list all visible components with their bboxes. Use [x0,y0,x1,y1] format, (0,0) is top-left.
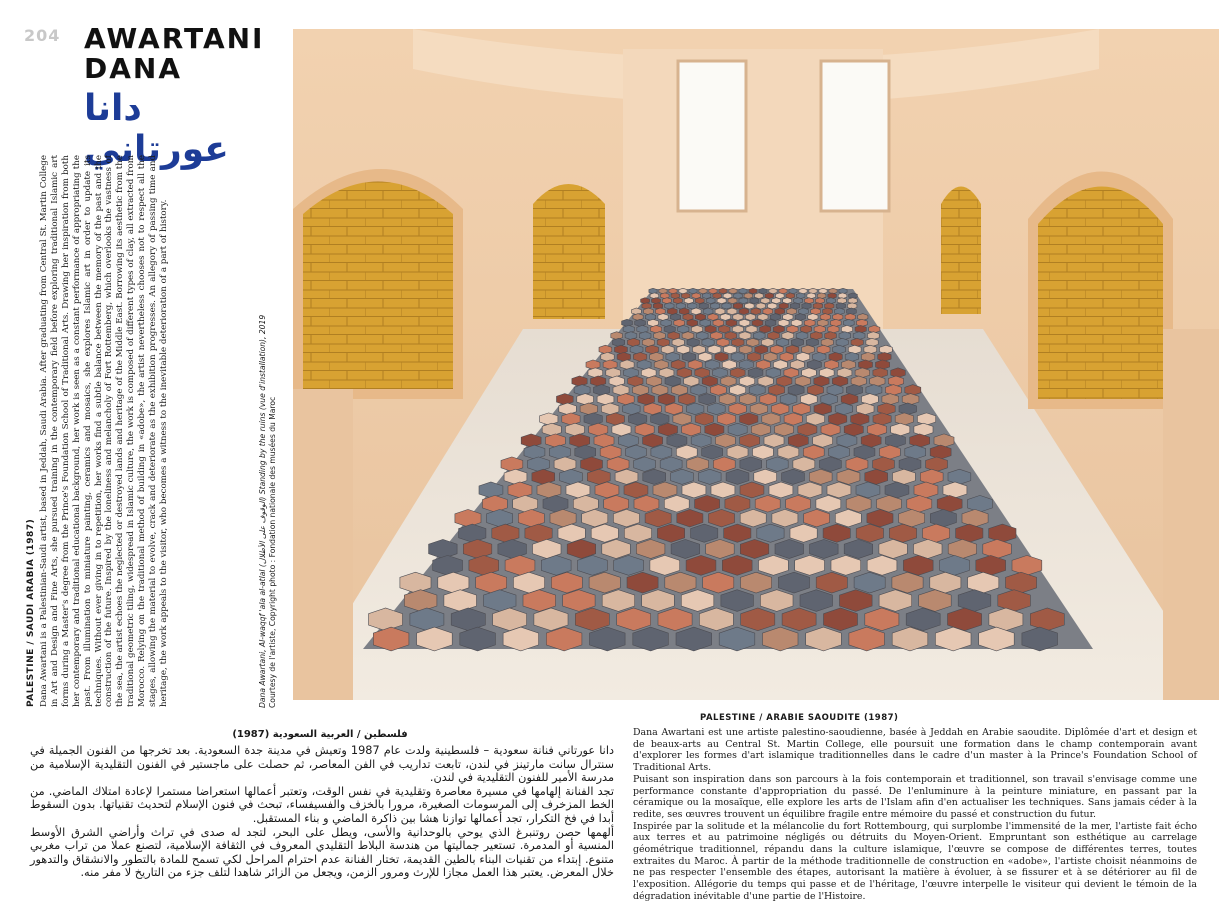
floor-tile [759,288,767,294]
floor-tile [861,352,874,361]
floor-tile [851,338,863,346]
floor-tile [764,352,777,361]
floor-tile [744,293,753,299]
floor-tile [755,345,768,354]
floor-tile [882,394,899,405]
floor-tile [671,385,687,396]
floor-tile [713,368,728,378]
floor-tile [855,368,870,378]
floor-tile [691,325,702,333]
floor-tile [739,345,752,354]
floor-tile [703,308,713,315]
photo-credit-copyright: Courtesy de l'artiste, Copyright photo : Fondation nationale des musées du Maroc [268,396,277,708]
floor-tile [766,368,781,378]
floor-tile [817,293,826,299]
floor-tile [699,352,712,361]
floor-tile [839,332,851,340]
floor-tile [739,360,753,369]
floor-tile [739,319,750,326]
floor-tile [885,385,901,396]
floor-tile [830,319,841,326]
floor-tile [760,394,777,405]
floor-tile [588,368,603,378]
artist-firstname: DANA [84,52,183,85]
floor-tile [776,338,788,346]
floor-tile [715,308,725,315]
floor-tile [747,352,760,361]
floor-tile [773,325,784,333]
floor-tile [758,376,773,386]
floor-tile [710,303,719,309]
floor-tile [700,319,711,326]
floor-tile [679,394,696,405]
floor-tile [855,325,866,333]
floor-tile [770,345,783,354]
floor-tile [720,314,730,321]
floor-tile [721,376,736,386]
floor-tile [739,308,749,315]
french-paragraph: Dana Awartani est une artiste palestino-saoudienne, basée à Jeddah en Arabie saoudite. Diplômée d'art et design et de beaux-arts au Central St. Martin College, elle poursuit une formation dans le champ contemporain avant d'explorer les formes d'art islamique traditionnelles dans le cadre d'un master à la Prince's Foundation School of Traditional Arts. [633,727,1197,774]
floor-tile [845,314,855,321]
floor-tile [557,394,574,405]
floor-tile [739,298,748,304]
floor-tile [760,325,771,333]
floor-tile [752,319,763,326]
floor-tile [870,376,885,386]
floor-tile [671,360,685,369]
floor-tile [695,368,710,378]
floor-tile [599,345,612,354]
floor-tile [835,308,845,315]
floor-tile [724,345,737,354]
floor-tile [633,314,643,321]
floor-tile [622,319,633,326]
floor-tile [719,288,727,294]
floor-tile [801,394,818,405]
floor-tile [650,293,659,299]
floor-tile [611,332,623,340]
floor-tile [708,314,718,321]
floor-tile [748,368,763,378]
floor-tile [747,338,759,346]
floor-tile [652,298,661,304]
floor-tile [642,303,651,309]
floor-tile [710,385,726,396]
floor-tile [905,385,921,396]
floor-tile [696,332,708,340]
floor-tile [750,298,759,304]
floor-tile [572,376,587,386]
floor-tile [625,332,637,340]
floor-tile [751,308,761,315]
floor-tile [866,338,878,346]
floor-tile [658,394,675,405]
floor-tile [888,376,903,386]
floor-tile [868,332,880,340]
installation-photo [293,29,1219,700]
floor-tile [790,360,804,369]
floor-tile [866,385,882,396]
floor-tile [780,352,793,361]
floor-tile [687,319,698,326]
floor-tile [739,376,754,386]
page-number: 204 [24,26,61,45]
floor-tile [815,298,824,304]
floor-tile [702,376,717,386]
floor-tile [782,332,794,340]
floor-tile [729,288,737,294]
floor-tile [717,338,729,346]
floor-tile [784,368,799,378]
floor-tile [649,288,657,294]
floor-tile [574,385,590,396]
floor-tile [723,293,732,299]
floor-tile [825,303,834,309]
artist-surname: AWARTANI [84,22,265,55]
floor-tile [682,352,695,361]
floor-tile [677,368,692,378]
floor-tile [719,394,736,405]
floor-tile [780,394,797,405]
floor-tile [702,293,711,299]
floor-tile [880,345,893,354]
floor-tile [713,319,724,326]
floor-tile [722,360,736,369]
french-bio [633,727,1197,903]
floor-tile [749,385,765,396]
floor-tile [708,345,721,354]
floor-tile [682,332,694,340]
floor-tile [717,298,726,304]
floor-tile [606,368,621,378]
floor-tile [594,385,610,396]
floor-tile [713,293,722,299]
floor-tile [695,314,705,321]
floor-tile [844,319,855,326]
floor-tile [864,345,877,354]
arabic-paragraph: ألهمها حصن روتنبرغ الذي يوحي بالوحدانية والأسى، ويطل على البحر، لتجد له صدى في تراث وأراضي الشرق الأوسط المنسية أو المدمرة. تستعير جماليتها من هندسة البلاط التقليدي المعروف في الثقافة الإسلامية، لتصنع عملا من تراب مغربي متنوع. إبتداء من تقنيات البناء بالطين القديمة، تختار الفنانة عدم احترام المراحل لكي تسمح للمادة بالتطور والانشقاق والتدهور خلال المعرض. يعتبر هذا العمل مجازا للإرث ومرور الزمن، ويجعل من الزائر شاهدا لتلف جزء من التاريخ لا مفر منه. [30,825,614,880]
floor-tile [715,352,728,361]
floor-tile [749,288,757,294]
photo-credit-title: Dana Awartani, Al-waqqf 'ala al-atlal (الوقوف على الأطلال) Standing by the ruins (vue d'installation), 2019 [258,314,267,708]
floor-tile [878,352,891,361]
floor-tile [691,385,707,396]
floor-tile [699,394,716,405]
floor-tile [601,352,614,361]
floor-tile [613,338,625,346]
french-paragraph: Inspirée par la solitude et la mélancolie du fort Rottembourg, qui surplombe l'immensité de la mer, l'artiste fait écho aux terres et au patrimoine négligés ou détruits du Moyen-Orient. Empruntant son esthétique au carrelage géométrique traditionnel, répandu dans la culture islamique, l'œuvre se compose de différentes terres, toutes extraites du Maroc. À partir de la méthode traditionnelle de construction en «adobe», l'artiste choisit néanmoins de ne pas respecter l'ensemble des étapes, autorisant la matière à évoluer, à se fissurer et à se détériorer au fil de l'exposition. Allégorie du temps qui passe et de l'héritage, l'œuvre interpelle le visiteur qui devient le témoin de la dégradation inévitable d'une partie de l'Histoire. [633,820,1197,902]
floor-tile [778,319,789,326]
arabic-bio [30,744,614,880]
floor-tile [773,360,787,369]
artist-name-arabic: دانا عورتاني [84,88,229,170]
arabic-paragraph: تجد الفنانة إلهامها في مسيرة معاصرة وتقليدية في نفس الوقت، وتعتبر أعمالها استعراضا مستمرا لإعادة امتلاك الماضي. من الخط المزخرف إلى المرسومات الصغيرة، مرورا بالخزف والفسيفساء، تبحث في فنون الإسلام لتحديث تقنياتها. بدون السقوط أبدا في فخ التكرار، تجد أعمالها توازنا هشا بين ذاكرة الماضي و بناء المستقبل. [30,784,614,825]
floor-tile [777,376,792,386]
floor-tile [603,360,617,369]
floor-tile [711,332,723,340]
floor-tile [833,314,843,321]
floor-tile [891,368,906,378]
floor-tile [591,376,606,386]
arabic-paragraph: دانا عورتاني فنانة سعودية – فلسطينية ولدت عام 1987 وتعيش في مدينة جدة السعودية. بعد تخرجها من الفنون الجميلة في سنترال سانت مارتينز في لندن، تابعت تداريب في الفن المعاصر، ثم حصلت على ماجستير في الفنون التقليدية الإسلامية من مدرسة الأمير للفنون التقليدية في لندن. [30,744,614,785]
photo-credit [258,250,288,708]
floor-tile [823,308,833,315]
floor-tile [732,338,744,346]
french-paragraph: Puisant son inspiration dans son parcours à la fois contemporain et traditionnel, son travail s'envisage comme une performance constante d'appropriation du passé. De l'enluminure à la peinture miniature, en passant par la céramique ou la mosaïque, elle explore les arts de l'Islam afin d'en actualiser les techniques. Sans jamais céder à la redite, ses œuvres trouvent un équilibre fragile entre mémoire du passé et construction du futur. [633,773,1197,820]
floor-tile [733,303,742,309]
floor-tile [719,325,730,333]
floor-tile [687,338,699,346]
floor-tile [705,325,716,333]
floor-tile [722,303,731,309]
floor-tile [734,293,743,299]
floor-tile [635,319,646,326]
floor-tile [615,345,628,354]
floor-tile [732,325,743,333]
floor-tile [769,385,785,396]
floor-tile [902,394,919,405]
floor-tile [761,298,770,304]
floor-tile [847,308,857,315]
english-column [26,155,216,707]
floor-tile [876,360,890,369]
installation-photo-graphic [293,29,1219,700]
floor-tile [740,394,757,405]
floor-tile [745,314,755,321]
floor-tile [623,325,634,333]
floor-tile [859,360,873,369]
floor-tile [853,332,865,340]
floor-tile [733,314,743,321]
floor-tile [688,360,702,369]
floor-tile [768,332,780,340]
floor-tile [709,288,717,294]
english-origin: PALESTINE / SAUDI ARABIA (1987) [26,518,36,707]
floor-tile [756,360,770,369]
floor-tile [841,325,852,333]
floor-tile [828,293,837,299]
floor-tile [745,303,754,309]
floor-tile [873,368,888,378]
floor-tile [836,303,845,309]
floor-tile [739,288,747,294]
floor-tile [730,385,746,396]
floor-tile [728,298,737,304]
floor-tile [644,308,654,315]
floor-tile [727,308,737,315]
floor-tile [577,394,594,405]
arabic-origin: فلسطين / العربية السعودية (1987) [232,729,408,740]
floor-tile [762,338,774,346]
floor-tile [826,298,835,304]
floor-tile [731,352,744,361]
floor-tile [726,319,737,326]
floor-tile [788,385,804,396]
floor-tile [706,298,715,304]
floor-tile [756,303,765,309]
floor-tile [632,308,642,315]
floor-tile [819,288,827,294]
floor-tile [755,293,764,299]
floor-tile [746,325,757,333]
floor-tile [684,376,699,386]
floor-tile [848,345,861,354]
floor-tile [586,360,600,369]
artist-name [84,24,264,84]
english-bio: Dana Awartani is a Palestinian-Saudi artist, based in Jeddah, Saudi Arabia. After graduating from Central St. Martin College in Art and Design and Fine Arts, she pursued training in the contemporary field before exploring traditional Islamic art forms during a Master's degree from the Prince's Foundation School of Traditional Arts. Drawing her inspiration from both her contemporary and traditional educational background, her work is seen as a constant performance of appropriating the past. From illumination to miniature painting, ceramics and mosaics, she explores Islamic art in order to update its techniques. Without ever giving in to repetition, her works find a subtle balance between the memory of the past and the construction of the future. Inspired by the loneliness and melancholy of Fort Rottemberg, which overlooks the vastness of the sea, the artist echoes the neglected or destroyed lands and heritage of the Middle East. Borrowing its aesthetic from the traditional geometric tiling, widespread in Islamic culture, the work is composed of different types of clay, all extracted from Morocco. Relying on the traditional method of building in «adobe», the artist nevertheless chooses not to respect all the stages, allowing the material to evolve, crack and deteriorate as the exhibition progresses. An allegory of passing time and heritage, the work appeals to the visitor, who becomes a witness to the inevitable deterioration of a part of history. [39,155,169,707]
floor-tile [617,352,630,361]
floor-tile [702,338,714,346]
floor-tile [765,319,776,326]
floor-tile [705,360,719,369]
floor-tile [763,308,773,315]
floor-tile [641,298,650,304]
floor-tile [725,332,737,340]
floor-tile [627,338,639,346]
french-origin: PALESTINE / ARABIE SAOUDITE (1987) [700,713,899,723]
floor-tile [837,298,846,304]
floor-tile [730,368,745,378]
floor-tile [739,332,751,340]
floor-tile [753,332,765,340]
floor-tile [770,314,780,321]
floor-tile [693,345,706,354]
floor-tile [758,314,768,321]
floor-tile [857,319,868,326]
